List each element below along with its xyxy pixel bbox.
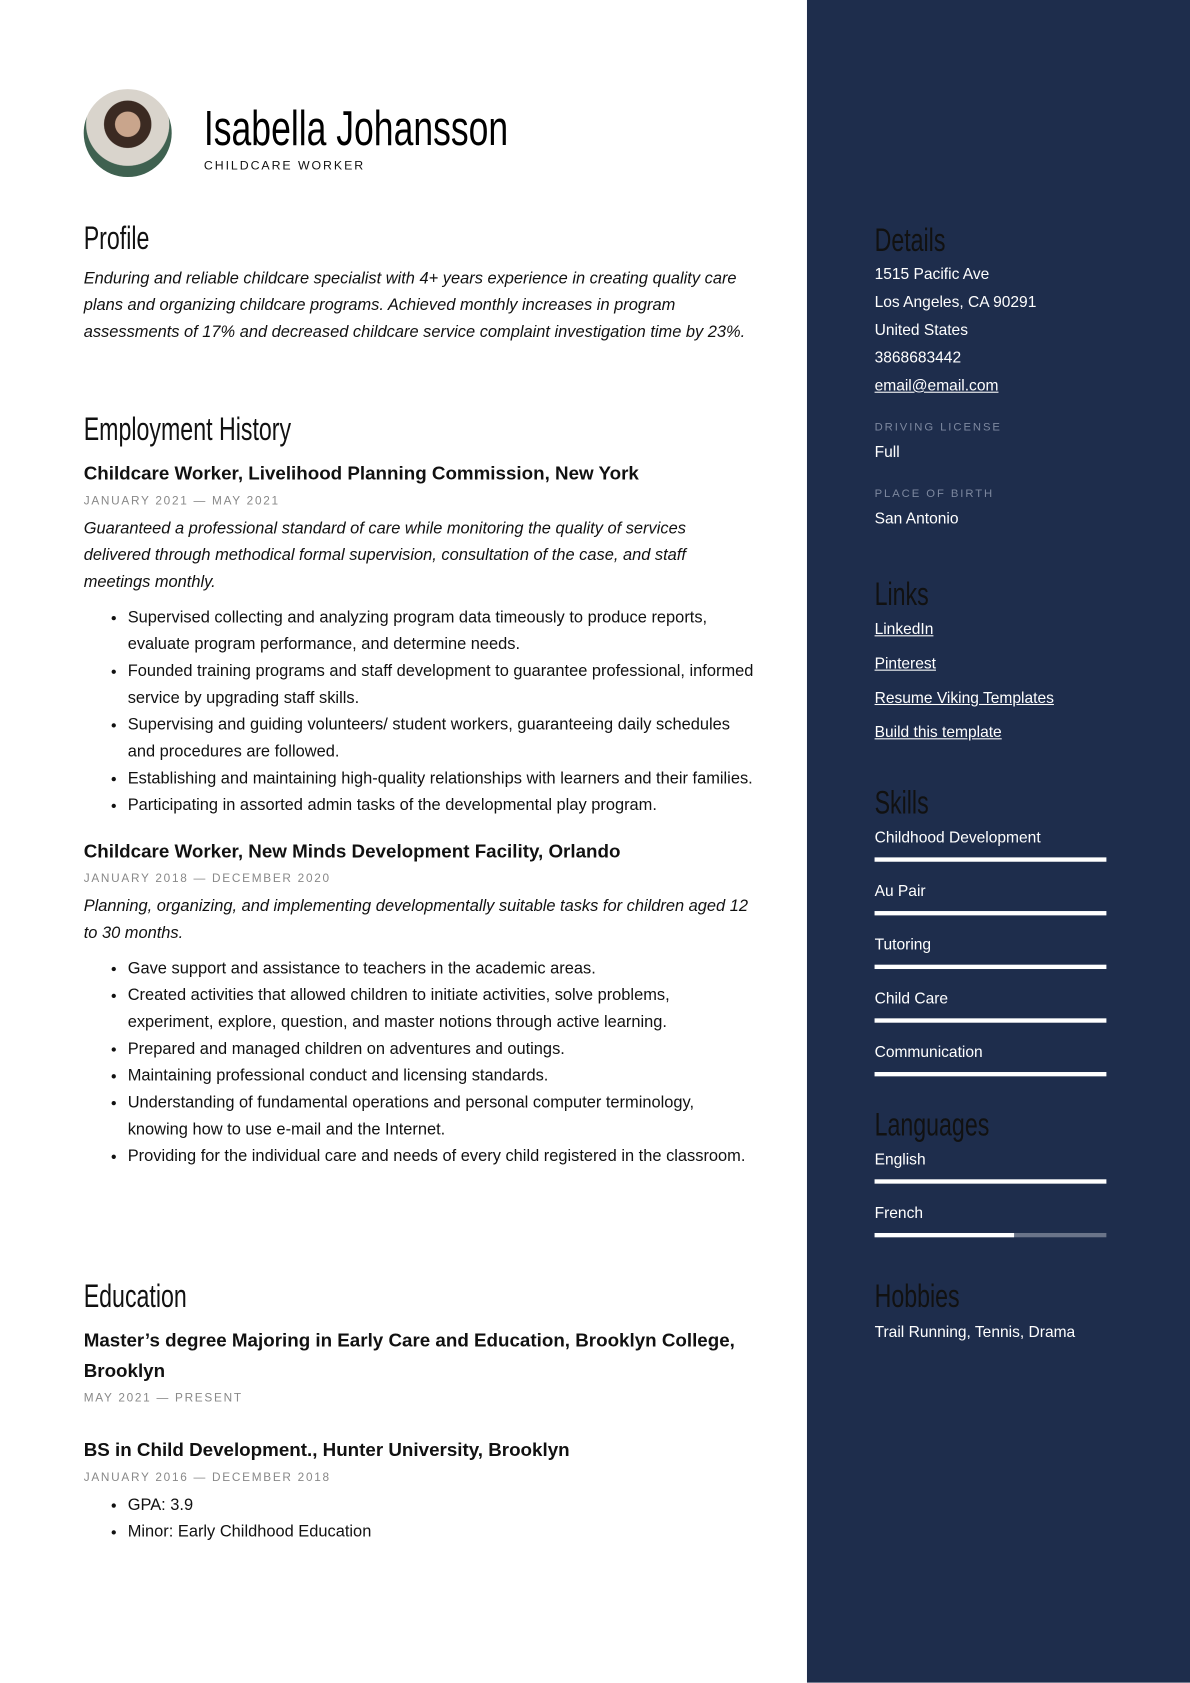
employment-heading: Employment History <box>83 412 292 448</box>
hobbies-section <box>875 1278 1107 1347</box>
driving-license-label: DRIVING LICENSE <box>874 420 1002 434</box>
job-title-heading: Childcare Worker, New Minds Development Facility, Orlando <box>83 840 621 862</box>
job-entry <box>84 836 755 1170</box>
languages-level-fill <box>875 1233 1014 1237</box>
bullet-item: • Establishing and maintaining high-quality relationships with learners and their families. <box>128 765 755 792</box>
skills-name: Tutoring <box>874 936 932 954</box>
languages-level-bar <box>875 1233 1107 1237</box>
skills-section <box>875 784 1107 1095</box>
job-description: Planning, organizing, and implementing developmentally suitable tasks for children aged 12 to 30 months. <box>83 897 749 943</box>
bullet-item: • Understanding of fundamental operations and personal computer terminology, knowing how to use e-mail and the Internet. <box>128 1089 755 1143</box>
languages-level-bar <box>875 1179 1107 1183</box>
education-entry <box>84 1325 755 1409</box>
skills-level-bar <box>875 1018 1107 1022</box>
languages-level-fill <box>875 1179 1107 1183</box>
education-entry <box>84 1435 755 1546</box>
languages-name: English <box>874 1151 926 1169</box>
education-dates: MAY 2021 — PRESENT <box>83 1391 243 1405</box>
education-section <box>84 1278 755 1545</box>
bullet-item: • Gave support and assistance to teachers in the academic areas. <box>128 955 755 982</box>
languages-name: French <box>874 1205 924 1223</box>
education-title: BS in Child Development., Hunter University, Brooklyn <box>83 1439 570 1461</box>
candidate-name: Isabella Johansson <box>203 99 509 156</box>
place-of-birth-label: PLACE OF BIRTH <box>874 487 995 501</box>
bullet-item: • Created activities that allowed children to initiate activities, solve problems, experiment, explore, question, and master notions through active learning. <box>128 982 755 1036</box>
hobbies-text: Trail Running, Tennis, Drama <box>874 1324 1076 1342</box>
skills-level-fill <box>875 1072 1107 1076</box>
bullet-item: • GPA: 3.9 <box>128 1492 755 1519</box>
place-of-birth: San Antonio <box>874 510 959 528</box>
skills-name: Child Care <box>874 990 949 1008</box>
bullet-item: • Providing for the individual care and needs of every child registered in the classroom. <box>128 1143 755 1170</box>
bullet-item: • Supervised collecting and analyzing program data timeously to produce reports, evaluate program performance, and determine needs. <box>128 604 755 658</box>
address: 1515 Pacific Ave <box>874 266 990 284</box>
education-title: Master’s degree Majoring in Early Care and Education, Brooklyn College, Brooklyn <box>83 1329 735 1382</box>
job-bullets <box>84 604 755 819</box>
bullet-item: • Founded training programs and staff development to guarantee professional, informed service by upgrading staff skills. <box>128 658 755 712</box>
details-section <box>875 222 1107 533</box>
link-resume-viking-templates[interactable]: Resume Viking Templates <box>874 690 1054 708</box>
skills-level-fill <box>875 1018 1107 1022</box>
skills-level-fill <box>875 857 1107 861</box>
country: United States <box>874 321 969 340</box>
bullet-item: • Participating in assorted admin tasks of the developmental play program. <box>128 792 755 819</box>
driving-license: Full <box>874 444 900 462</box>
skills-level-bar <box>875 857 1107 861</box>
skills-name: Communication <box>874 1044 983 1062</box>
avatar <box>84 89 172 177</box>
email-link[interactable]: email@email.com <box>874 377 999 395</box>
job-bullets <box>84 955 755 1170</box>
bullet-item: • Supervising and guiding volunteers/ student workers, guaranteeing daily schedules and procedures are followed. <box>128 711 755 765</box>
job-title: CHILDCARE WORKER <box>203 159 366 173</box>
link-pinterest[interactable]: Pinterest <box>874 655 936 673</box>
skills-level-fill <box>875 911 1107 915</box>
job-description: Guaranteed a professional standard of care while monitoring the quality of services delivered through methodical formal supervision, consultation of the case, and staff meetings monthly. <box>83 519 686 592</box>
link-build-this-template[interactable]: Build this template <box>874 724 1002 742</box>
education-dates: JANUARY 2016 — DECEMBER 2018 <box>83 1471 331 1485</box>
profile-heading: Profile <box>83 221 150 257</box>
skills-level-bar <box>875 965 1107 969</box>
phone: 3868683442 <box>874 349 962 368</box>
skills-level-fill <box>875 965 1107 969</box>
bullet-item: • Prepared and managed children on adventures and outings. <box>128 1036 755 1063</box>
languages-heading: Languages <box>874 1107 990 1143</box>
job-dates: JANUARY 2021 — MAY 2021 <box>83 494 280 508</box>
education-heading: Education <box>83 1279 187 1315</box>
bullet-item: • Minor: Early Childhood Education <box>128 1518 755 1545</box>
links-section <box>875 576 1107 750</box>
job-dates: JANUARY 2018 — DECEMBER 2020 <box>83 872 331 886</box>
profile-text: Enduring and reliable childcare specialist with 4+ years experience in creating quality care plans and organizing childcare programs. Achieved monthly increases in program assessments of 17% and decreased childcare service complaint investigation time by 23%. <box>83 269 746 342</box>
languages-section <box>875 1106 1107 1256</box>
skills-level-bar <box>875 911 1107 915</box>
job-entry <box>84 458 755 819</box>
employment-section <box>84 411 755 1170</box>
links-heading: Links <box>874 577 929 613</box>
details-heading: Details <box>874 223 946 259</box>
skills-heading: Skills <box>874 785 929 821</box>
city: Los Angeles, CA 90291 <box>874 294 1037 312</box>
skills-name: Childhood Development <box>874 829 1041 847</box>
education-bullets <box>84 1492 755 1546</box>
profile-section <box>84 220 755 346</box>
hobbies-heading: Hobbies <box>874 1279 960 1315</box>
job-title-heading: Childcare Worker, Livelihood Planning Commission, New York <box>83 462 639 484</box>
skills-level-bar <box>875 1072 1107 1076</box>
link-linkedin[interactable]: LinkedIn <box>874 621 934 639</box>
bullet-item: • Maintaining professional conduct and licensing standards. <box>128 1062 755 1089</box>
skills-name: Au Pair <box>874 883 926 901</box>
